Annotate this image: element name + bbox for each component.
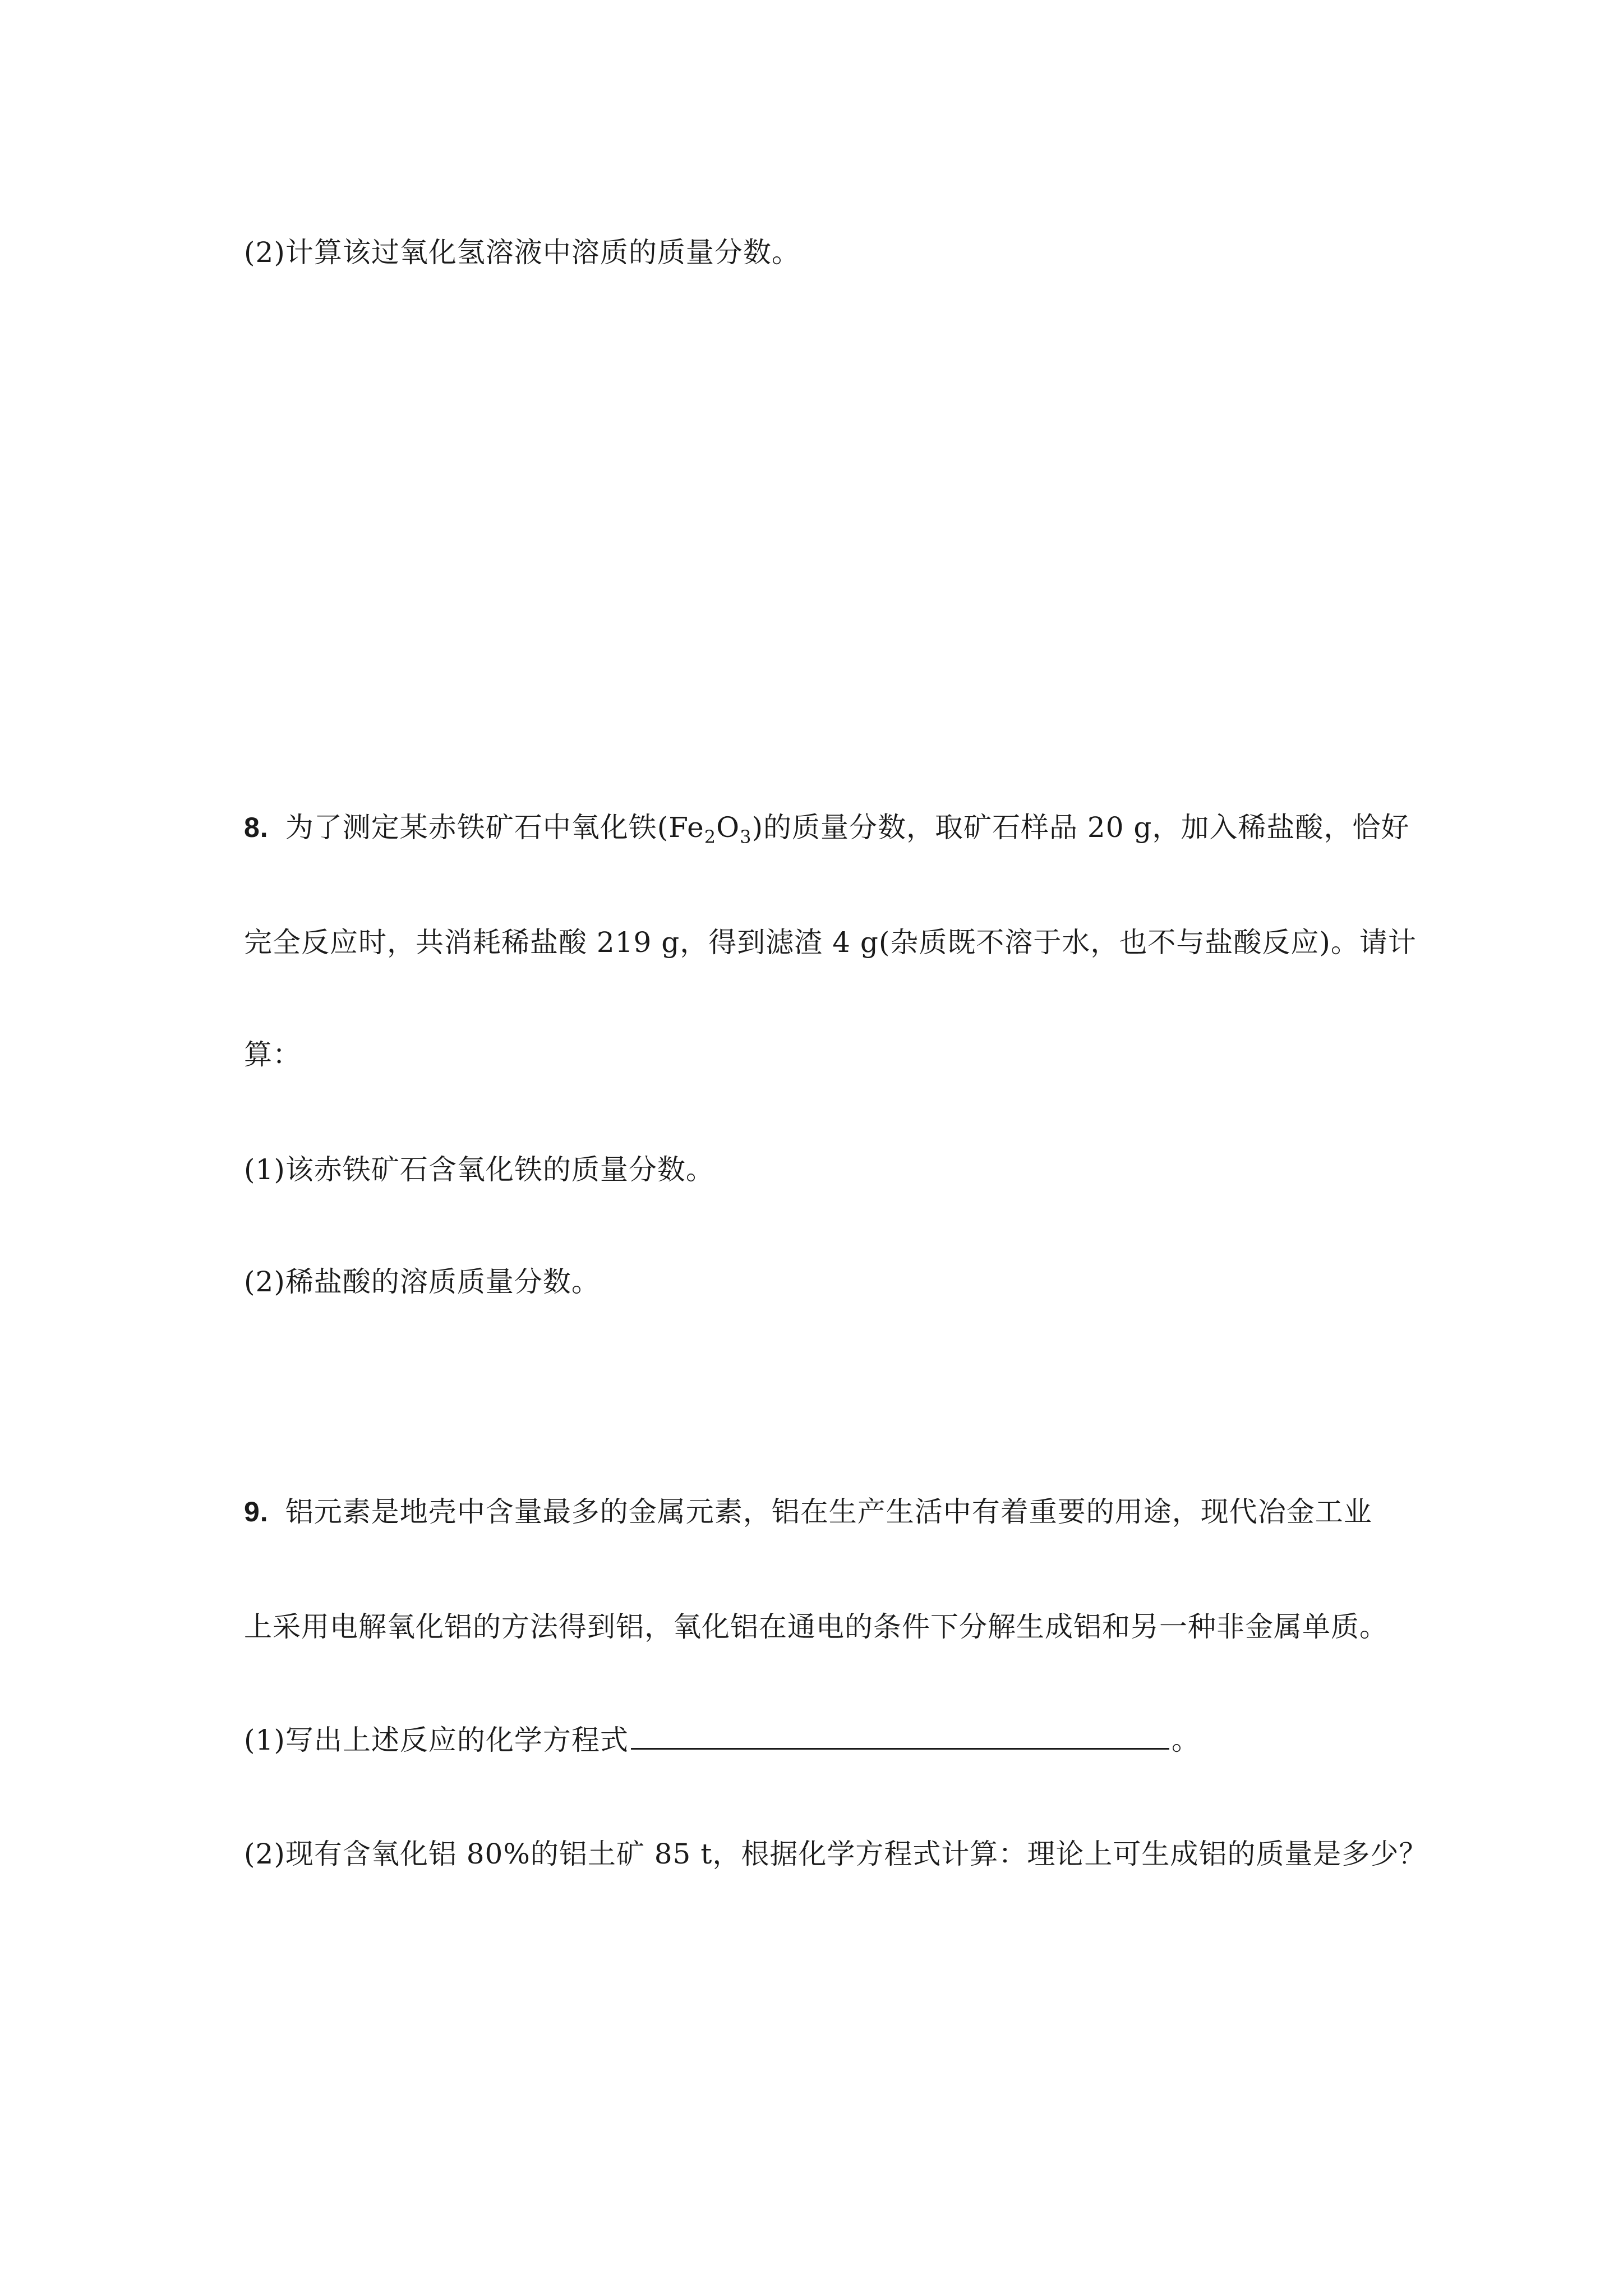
question-9-part-1 (244, 1722, 1200, 1757)
question-8-text-a: 为了测定某赤铁矿石中氧化铁(Fe (285, 811, 704, 844)
question-8-line-3: 算： (244, 1038, 301, 1071)
question-9-text: 铝元素是地壳中含量最多的金属元素，铝在生产生活中有着重要的用途，现代冶金工业 (285, 1496, 1372, 1528)
question-8-line-2: 完全反应时，共消耗稀盐酸 219 g，得到滤渣 4 g(杂质既不溶于水，也不与盐酸反应)。请计 (244, 926, 1417, 959)
question-9-part-1-end: 。 (1171, 1724, 1200, 1756)
question-9-part-1-text: (1)写出上述反应的化学方程式 (244, 1724, 629, 1756)
question-9-part-2: (2)现有含氧化铝 80%的铝土矿 85 t，根据化学方程式计算：理论上可生成铝的质量是多少？ (244, 1838, 1428, 1870)
formula-oxygen: O (716, 811, 740, 844)
question-8-part-1: (1)该赤铁矿石含氧化铁的质量分数。 (244, 1153, 714, 1186)
question-8-number: 8. (244, 812, 269, 843)
formula-subscript-2: 2 (704, 826, 717, 848)
question-9-line-2: 上采用电解氧化铝的方法得到铝，氧化铝在通电的条件下分解生成铝和另一种非金属单质。 (244, 1611, 1388, 1643)
question-8-line-1 (244, 811, 1410, 848)
answer-blank-line[interactable] (631, 1722, 1169, 1750)
question-8-text-b: )的质量分数，取矿石样品 20 g，加入稀盐酸，恰好 (751, 811, 1410, 844)
question-8-part-2: (2)稀盐酸的溶质质量分数。 (244, 1266, 600, 1298)
formula-subscript-3: 3 (740, 826, 752, 848)
prev-question-part-2: (2)计算该过氧化氢溶液中溶质的质量分数。 (244, 236, 800, 269)
question-9-line-1 (244, 1495, 1372, 1529)
question-9-number: 9. (244, 1496, 269, 1527)
